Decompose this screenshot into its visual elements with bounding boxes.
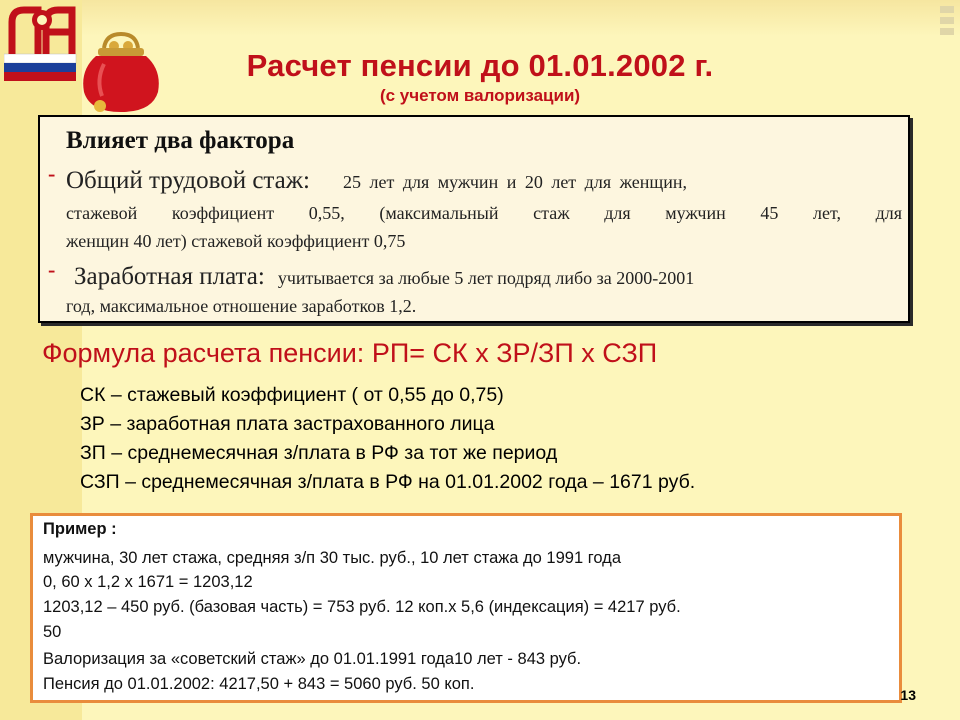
factors-heading: Влияет два фактора xyxy=(66,127,295,154)
definition-szp: СЗП – среднемесячная з/плата в РФ на 01.01.2002 года – 1671 руб. xyxy=(80,471,696,493)
word: для xyxy=(604,203,631,223)
red-purse-icon xyxy=(76,30,166,116)
factor-text-line: год, максимальное отношение заработков 1,2. xyxy=(66,296,417,316)
factor-label: Заработная плата: xyxy=(74,263,265,290)
word: 0,55, xyxy=(308,203,345,223)
word: коэффициент xyxy=(171,203,275,223)
top-decor-band xyxy=(82,0,960,36)
factor-text: учитывается за любые 5 лет подряд либо за 2000-2001 xyxy=(277,268,695,288)
example-line: 0, 60 х 1,2 х 1671 = 1203,12 xyxy=(43,573,253,591)
word: стажевой xyxy=(66,203,138,223)
page-number: 13 xyxy=(900,687,916,703)
word: 45 xyxy=(760,203,779,223)
word: лет, xyxy=(812,203,841,223)
formula-title: Формула расчета пенсии: РП= СК х ЗР/ЗП х СЗП xyxy=(42,338,658,368)
word: (максимальный xyxy=(379,203,499,223)
word: мужчин xyxy=(665,203,726,223)
factor-text-line xyxy=(66,203,902,224)
example-line: Пенсия до 01.01.2002: 4217,50 + 843 = 5060 руб. 50 коп. xyxy=(43,675,475,693)
page-subtitle: (с учетом валоризации) xyxy=(379,86,581,105)
corner-stripes-icon xyxy=(940,6,954,46)
factor-item-experience xyxy=(66,167,687,195)
pfr-logo-icon xyxy=(4,2,82,82)
definition-zp: ЗП – среднемесячная з/плата в РФ за тот же период xyxy=(80,442,558,464)
factor-label: Общий трудовой стаж: xyxy=(66,167,310,194)
definition-sk: СК – стажевый коэффициент ( от 0,55 до 0,75) xyxy=(80,384,504,406)
example-box xyxy=(30,513,902,703)
word: стаж xyxy=(533,203,570,223)
bullet-marker: - xyxy=(48,257,56,282)
factor-text-line: женщин 40 лет) стажевой коэффициент 0,75 xyxy=(66,231,406,251)
example-heading: Пример : xyxy=(43,520,117,538)
factors-box xyxy=(38,115,910,323)
example-line: 50 xyxy=(43,623,62,641)
bullet-marker: - xyxy=(48,161,56,186)
example-line: Валоризация за «советский стаж» до 01.01.1991 года10 лет - 843 руб. xyxy=(43,650,582,668)
example-line: мужчина, 30 лет стажа, средняя з/п 30 тыс. руб., 10 лет стажа до 1991 года xyxy=(43,549,621,567)
page-title: Расчет пенсии до 01.01.2002 г. xyxy=(246,48,714,83)
word: для xyxy=(875,203,902,223)
factor-item-salary xyxy=(74,263,694,291)
example-line: 1203,12 – 450 руб. (базовая часть) = 753 руб. 12 коп.х 5,6 (индексация) = 4217 руб. xyxy=(43,598,681,616)
definition-zr: ЗР – заработная плата застрахованного лица xyxy=(80,413,495,435)
factor-text: 25 лет для мужчин и 20 лет для женщин, xyxy=(342,172,688,192)
